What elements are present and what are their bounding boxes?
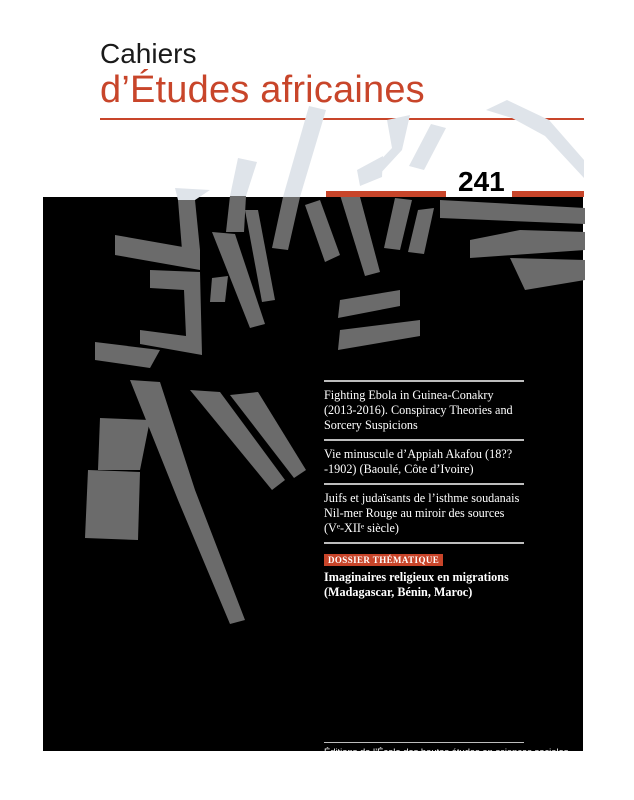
toc-article: Fighting Ebola in Guinea-Conakry (2013-2016). Conspiracy Theories and Sorcery Suspicions	[324, 388, 513, 432]
table-of-contents	[324, 380, 524, 600]
toc-divider	[324, 542, 524, 544]
issue-number: 241	[458, 166, 505, 197]
dossier-badge: DOSSIER THÉMATIQUE	[324, 554, 443, 566]
journal-subtitle: d’Études africaines	[100, 69, 425, 111]
toc-divider	[324, 439, 524, 441]
publisher-name: Éditions de l’École des hautes études en sciences sociales	[324, 746, 569, 757]
publisher-rule	[324, 742, 524, 743]
toc-divider	[324, 483, 524, 485]
toc-article: Vie minuscule d’Appiah Akafou (18??-1902) (Baoulé, Côte d’Ivoire)	[324, 447, 513, 476]
issue-bar-right	[512, 191, 584, 197]
toc-article: Juifs et judaïsants de l’isthme soudanais Nil-mer Rouge au miroir des sources (Vᵉ-XIIᵉ siècle)	[324, 491, 520, 535]
toc-divider	[324, 380, 524, 382]
dossier-title: Imaginaires religieux en migrations (Madagascar, Bénin, Maroc)	[324, 570, 509, 599]
journal-title: Cahiers	[100, 38, 197, 69]
issue-bar-left	[326, 191, 446, 197]
